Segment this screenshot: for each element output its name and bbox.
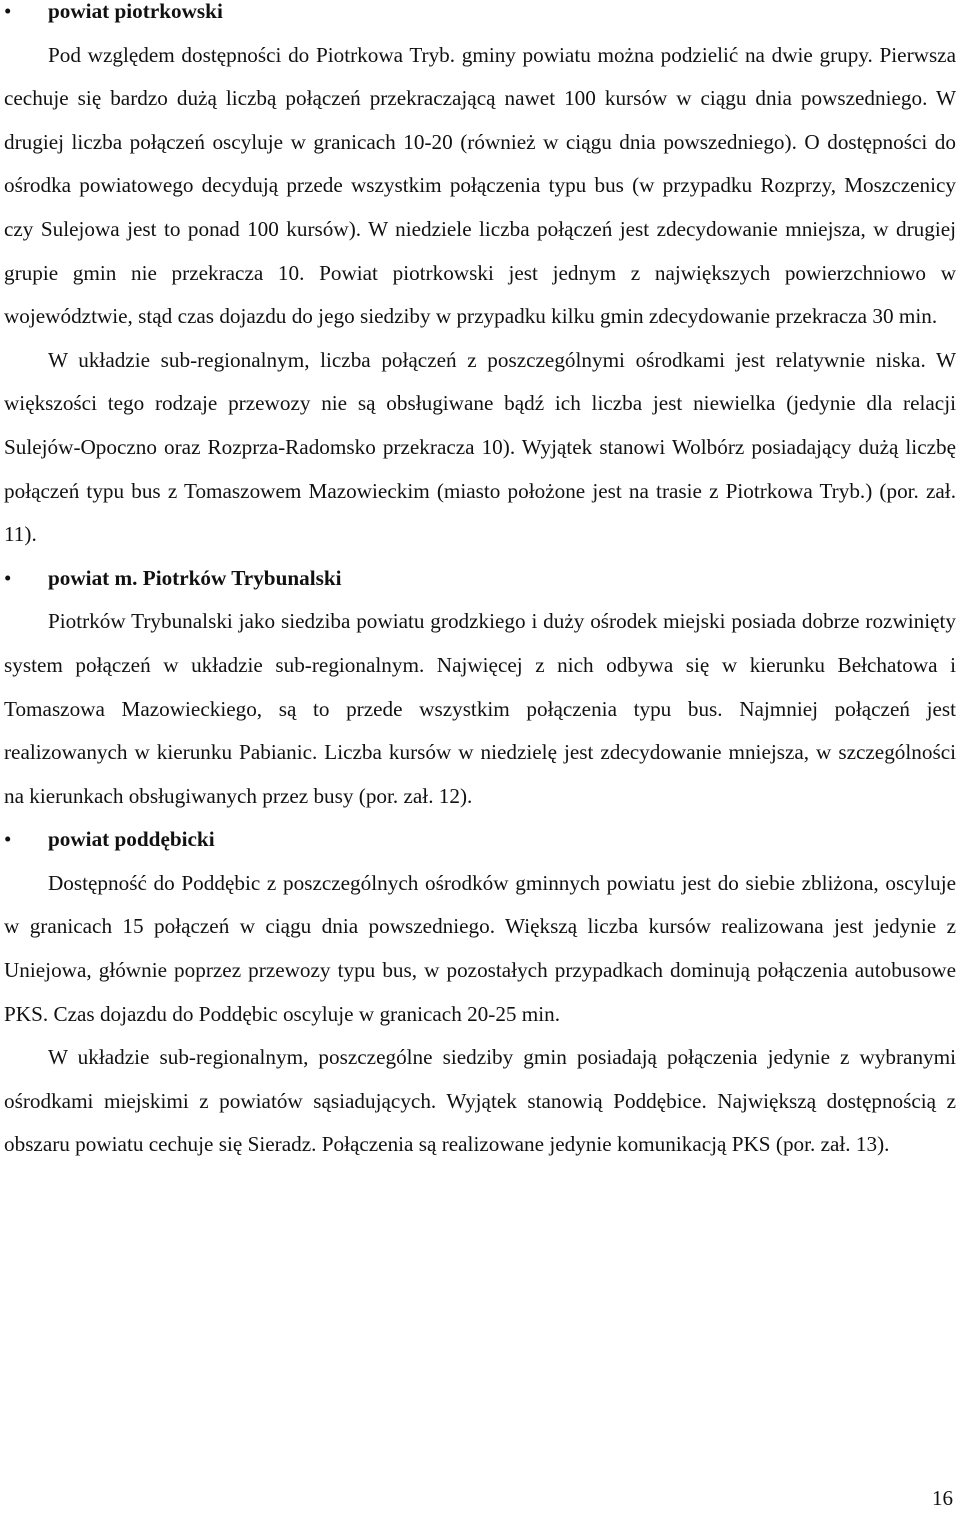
paragraph: Dostępność do Poddębic z poszczególnych ośrodków gminnych powiatu jest do siebie zbliżona, oscyluje w granicach 15 połączeń w ciągu dnia powszedniego. Większą liczba kursów realizowana jest jedynie z Uniejowa, głównie poprzez przewozy typu bus, w pozostałych przypadkach dominują połączenia autobusowe PKS. Czas dojazdu do Poddębic oscyluje w granicach 20-25 min.: [4, 870, 956, 1026]
section-heading: [4, 0, 956, 34]
section-powiat-piotrkowski: [4, 0, 956, 557]
heading-text: powiat m. Piotrków Trybunalski: [48, 565, 342, 590]
section-powiat-m-piotrkow: [4, 557, 956, 819]
heading-text: powiat poddębicki: [48, 827, 215, 852]
section-powiat-poddebicki: [4, 818, 956, 1167]
bullet-icon: •: [4, 565, 12, 590]
page-content: [4, 0, 956, 1167]
paragraph: Piotrków Trybunalski jako siedziba powiatu grodzkiego i duży ośrodek miejski posiada dobrze rozwinięty system połączeń w układzie sub-regionalnym. Najwięcej z nich odbywa się w kierunku Bełchatowa i Tomaszowa Mazowieckiego, są to przede wszystkim połączenia typu bus. Najmniej połączeń jest realizowanych w kierunku Pabianic. Liczba kursów w niedzielę jest zdecydowanie mniejsza, w szczególności na kierunkach obsługiwanych przez busy (por. zał. 12).: [4, 609, 956, 808]
paragraph: W układzie sub-regionalnym, liczba połączeń z poszczególnymi ośrodkami jest relatywnie niska. W większości tego rodzaje przewozy nie są obsługiwane bądź ich liczba jest niewielka (jedynie dla relacji Sulejów-Opoczno oraz Rozprza-Radomsko przekracza 10). Wyjątek stanowi Wolbórz posiadający dużą liczbę połączeń typu bus z Tomaszowem Mazowieckim (miasto położone jest na trasie z Piotrkowa Tryb.) (por. zał. 11).: [4, 347, 956, 547]
bullet-icon: •: [4, 0, 12, 23]
heading-text: powiat piotrkowski: [48, 0, 223, 23]
section-heading: [4, 557, 956, 601]
paragraph: W układzie sub-regionalnym, poszczególne siedziby gmin posiadają połączenia jedynie z wybranymi ośrodkami miejskimi z powiatów sąsiadujących. Wyjątek stanowią Poddębice. Największą dostępnością z obszaru powiatu cechuje się Sieradz. Połączenia są realizowane jedynie komunikacją PKS (por. zał. 13).: [4, 1045, 956, 1157]
bullet-icon: •: [4, 827, 12, 852]
page-number: 16: [932, 1486, 953, 1510]
section-heading: [4, 818, 956, 862]
paragraph: Pod względem dostępności do Piotrkowa Tryb. gminy powiatu można podzielić na dwie grupy. Pierwsza cechuje się bardzo dużą liczbą połączeń przekraczającą nawet 100 kursów w ciągu dnia powszedniego. W drugiej liczba połączeń oscyluje w granicach 10-20 (również w ciągu dnia powszedniego). O dostępności do ośrodka powiatowego decydują przede wszystkim połączenia typu bus (w przypadku Rozprzy, Moszczenicy czy Sulejowa jest to ponad 100 kursów). W niedziele liczba połączeń jest zdecydowanie mniejsza, w drugiej grupie gmin nie przekracza 10. Powiat piotrkowski jest jednym z największych powierzchniowo w województwie, stąd czas dojazdu do jego siedziby w przypadku kilku gmin zdecydowanie przekracza 30 min.: [4, 42, 956, 329]
